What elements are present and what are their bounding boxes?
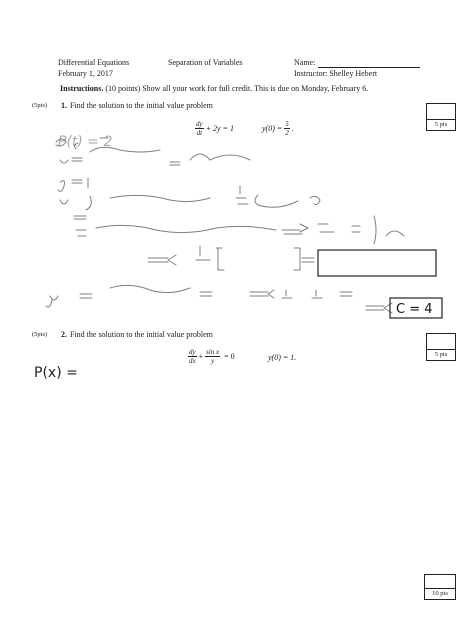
problem-1-derivative-num: dy — [196, 120, 203, 128]
problem-2-equation-rest: = 0 — [224, 352, 235, 361]
problem-2-initial-condition: y(0) = 1. — [268, 353, 297, 362]
problem-2-number: 2. — [61, 330, 67, 339]
problem-1-initial-condition: y(0) = $\frac{5}{2}$ . — [262, 120, 294, 137]
problem-1-text: Find the solution to the initial value problem — [70, 101, 213, 110]
instructor-label: Instructor: Shelley Hebert — [294, 69, 378, 78]
problem-1-score-label: 5 pts — [427, 119, 455, 130]
problem-1-ic-num: 5 — [285, 120, 289, 128]
problem-2-score-label: 5 pts — [427, 349, 455, 360]
handwritten-p2: P(x) = — [34, 365, 78, 381]
problem-1-equation-rest: + 2y = 1 — [205, 124, 234, 133]
problem-2-points-marker: (5pts) — [32, 331, 48, 338]
problem-2-derivative-num: dy — [189, 348, 196, 356]
handwritten-answer: C = 4 — [396, 302, 433, 317]
problem-2-sin-den: y — [211, 357, 215, 365]
topic-title: Separation of Variables — [168, 58, 243, 67]
problem-2-plus: + — [198, 352, 204, 361]
course-title: Differential Equations — [58, 58, 130, 67]
name-label: Name: — [294, 58, 316, 67]
instructions-text: (10 points) Show all your work for full credit. This is due on Monday, February 6. — [105, 84, 369, 93]
problem-1-ic-den: 2 — [285, 129, 289, 137]
problem-1-ic-lhs: y(0) = — [262, 124, 283, 133]
problem-2-text: Find the solution to the initial value problem — [70, 330, 213, 339]
handwritten-result-box — [318, 250, 436, 276]
problem-2-derivative-den: dx — [189, 357, 196, 365]
assignment-date: February 1, 2017 — [58, 69, 113, 78]
problem-1-number: 1. — [61, 101, 67, 110]
problem-1-derivative-den: dt — [196, 129, 203, 137]
instructions-label: Instructions. — [60, 84, 104, 93]
handwritten-p-line: P(t) = 2 — [58, 134, 113, 150]
handwriting-strokes — [46, 138, 404, 313]
problem-1-points-marker: (5pts) — [32, 102, 48, 109]
total-score-label: 10 pts — [425, 588, 455, 599]
problem-2-sin-num: sin x — [206, 348, 220, 356]
